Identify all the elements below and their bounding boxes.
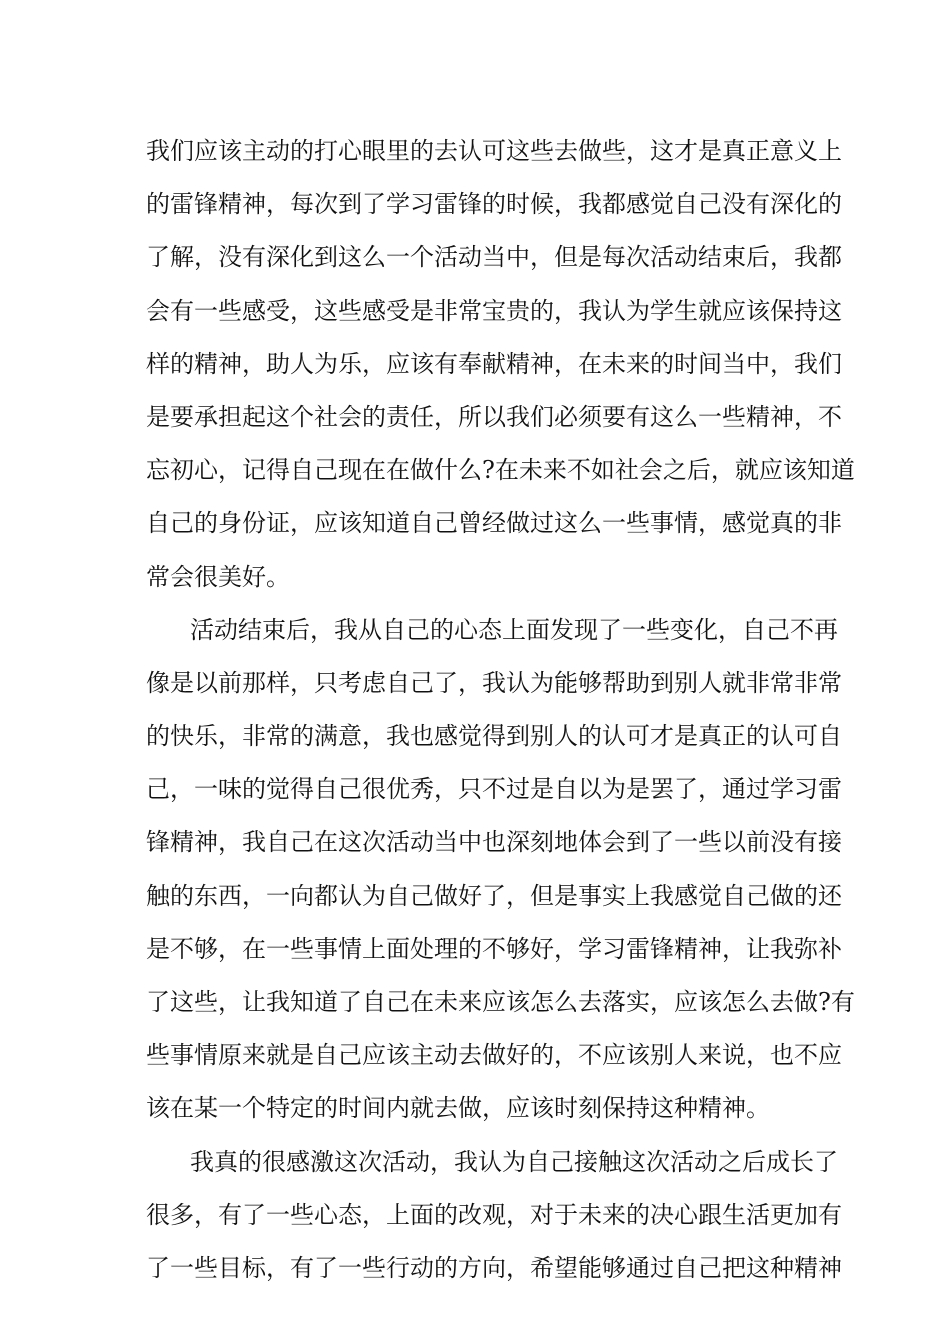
text-line: 像是以前那样，只考虑自己了，我认为能够帮助到别人就非常非常 <box>146 668 842 697</box>
text-line: 该在某一个特定的时间内就去做，应该时刻保持这种精神。 <box>146 1094 770 1123</box>
text-line: 锋精神，我自己在这次活动当中也深刻地体会到了一些以前没有接 <box>146 828 842 857</box>
text-line: 些事情原来就是自己应该主动去做好的，不应该别人来说，也不应 <box>146 1041 842 1070</box>
paragraph-1 <box>146 125 855 604</box>
paragraph-3 <box>146 1136 842 1296</box>
text-line: 的雷锋精神，每次到了学习雷锋的时候，我都感觉自己没有深化的 <box>146 190 842 219</box>
text-line: 是不够，在一些事情上面处理的不够好，学习雷锋精神，让我弥补 <box>146 934 842 963</box>
body-text <box>146 125 855 1295</box>
text-line: 是要承担起这个社会的责任，所以我们必须要有这么一些精神，不 <box>146 402 842 431</box>
text-line: 会有一些感受，这些感受是非常宝贵的，我认为学生就应该保持这 <box>146 296 842 325</box>
text-line: 我们应该主动的打心眼里的去认可这些去做些，这才是真正意义上 <box>146 137 842 165</box>
text-line: 样的精神，助人为乐，应该有奉献精神，在未来的时间当中，我们 <box>146 349 842 378</box>
paragraph-2 <box>146 604 855 1136</box>
text-line: 活动结束后，我从自己的心态上面发现了一些变化，自己不再 <box>190 615 838 644</box>
text-line: 的快乐，非常的满意，我也感觉得到别人的认可才是真正的认可自 <box>146 722 842 751</box>
text-line: 我真的很感激这次活动，我认为自己接触这次活动之后成长了 <box>190 1147 838 1176</box>
text-line: 了解，没有深化到这么一个活动当中，但是每次活动结束后，我都 <box>146 243 842 272</box>
text-line: 己，一味的觉得自己很优秀，只不过是自以为是罢了，通过学习雷 <box>146 775 842 804</box>
text-line: 了一些目标，有了一些行动的方向，希望能够通过自己把这种精神 <box>146 1253 842 1282</box>
text-line: 常会很美好。 <box>146 562 290 591</box>
text-line: 很多，有了一些心态，上面的改观，对于未来的决心跟生活更加有 <box>146 1200 842 1229</box>
text-line: 忘初心，记得自己现在在做什么?在未来不如社会之后，就应该知道 <box>146 456 855 485</box>
text-line: 了这些，让我知道了自己在未来应该怎么去落实，应该怎么去做?有 <box>146 988 855 1016</box>
text-line: 触的东西，一向都认为自己做好了，但是事实上我感觉自己做的还 <box>146 881 842 910</box>
text-line: 自己的身份证，应该知道自己曾经做过这么一些事情，感觉真的非 <box>146 509 842 538</box>
